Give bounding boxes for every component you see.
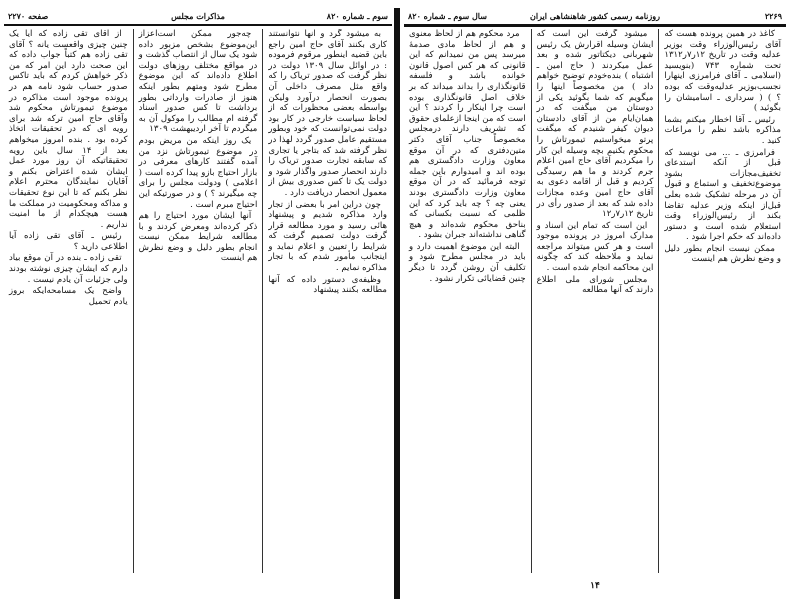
header-page-label: صفحه ۲۲۷۰ bbox=[8, 11, 49, 21]
right-page-header bbox=[404, 10, 786, 24]
text-column bbox=[133, 29, 263, 573]
paragraph: فرامرزی ـ ... می نویسد که قبل از آنکه استدعای تخفیف‌مجازات بشود موضوع‌تخفیف و استماع و قبول آن در مرحله تشکیک شده بعلی قبل‌از اینکه وزیر عدلیه تقاضا بکند از رئیس‌الوزراء وقت استعلام شده است و دستور داده‌اند که حکم اجرا شود . bbox=[664, 147, 781, 243]
paragraph: واضح یک مسامحه‌ایکه بروز یادم تحمیل bbox=[8, 286, 128, 307]
right-page bbox=[400, 0, 790, 599]
paragraph: آنها ایشان مورد احتیاج را هم ذکر کرده‌اند ومعرض کردند و با مطالعه شرایط ممکن نیست انجام بطور دلیل و وضع نظرش هم اینست bbox=[138, 211, 258, 264]
paragraph: رئیس ـ آقای تقی زاده آیا اطلاعی دارید ؟ bbox=[8, 231, 128, 252]
paragraph: میشود گرفت این است که ایشان وسیله اقرارش یک رئیس شهربانی دیکتاتور شده و بعد عمل میکردند ( حاج امین ـ اشتباه ) بنده‌خودم توضیح خواهم داد ) من مخصوصاً اینها را میگویم که شما بگوئید یکی از دوستان من میگفت که در همان‌ایام من از آقای دادستان دیوان کیفر شنیدم که میگفت پرتو میخواستیم تیمورتاش را محکوم بکنیم بچه وسیله این کار را میکردیم آقای حاج امین اعلام جرم کردند و ما هم رسیدگی کردیم و قبل از اقامه دعوی به آقای حاج امین وعده مجازات داده شد که بعد از صدور رأی در تاریخ ۱۲ر۷ر۱۲ bbox=[536, 29, 654, 220]
left-page-columns bbox=[4, 29, 392, 573]
paragraph: به میشود گرد و آنها نتوانستند کاری بکنند آقای حاج امین راجع باین قضیه اینطور مرقوم فرموده : در اوائل سال ۱۳۰۹ دولت در نظر گرفت که صدور تریاک را که واقع مثل مصرف داخلی آن بصورت انحصار درآورد ولیکن بواسطه بعضی محظورات که از لحاظ سیاست خارجی در کار بود دولت نمی‌توانست که خود وبطور مستقیم عامل صدور گردد لهذا در نظر گرفته شد که بتاجر یا تجاری که سابقه تجارت صدور تریاک را دارند انحصار صدور واگذار شود و دولت یک تا کس صدوری بیش از معمول انحصار دریافت دارد . bbox=[268, 29, 388, 198]
paragraph: رئیس ـ آقا اخطار میکنم بشما مذاکره باشد نظم را مراعات کنید . bbox=[664, 114, 781, 146]
paragraph: ممکن نیست انجام بطور دلیل و وضع نظرش هم اینست bbox=[664, 243, 781, 265]
page-number: ۱۴ bbox=[590, 581, 600, 591]
header-rule bbox=[404, 24, 786, 27]
header-section: مذاکرات مجلس bbox=[171, 11, 225, 21]
header-title: روزنامه رسمی کشور شاهنشاهی ایران bbox=[530, 11, 660, 21]
paragraph: این است که تمام این اسناد و مدارک امروز در پرونده موجود است و هر کس میتواند مراجعه نماید و ملاحظه کند که چگونه این محاکمه انجام شده است . bbox=[536, 220, 654, 274]
text-column bbox=[531, 29, 659, 573]
paragraph: از آقای تقی زاده که آیا یک چنین چیزی واقعست یانه ؟ آقای تقی زاده هم کتباً جواب داده که این صحت دارد این امر که من ذکر خواهش کردم که باید تاکس صدور حساب شود نامه هم در پرونده موجود است مذاکره در موضوع تیمورتاش محکوم شد وآقای حاج امین ترکه شد برای رویه ای که در تحقیقات اتخاذ کرده بود . بنده امروز میخواهم بعد از ۱۴ سال باین رویه تحقیقاتیکه آن روز مورد عمل ایشان شده اعتراض بکنم و آقایان نمایندگان محترم اعلام نظر بکنم که تا این نوع تحقیقات و مداکه ومحکومیت در مملکت ما هست هیچکدام از ما امنیت نداریم . bbox=[8, 29, 128, 230]
paragraph: یک روز اینکه من مریض بودم در موضوع تیمورتاش نزد من آمده گفتند کارهای معرفی در بازار احتیاج بازو پیدا کرده است ( اعلامی ) ودولت مجلس را برای چه میگیرند ؟ ) و در صورتیکه این احتیاج مبرم است . bbox=[138, 135, 258, 210]
paragraph: البته این موضوع اهمیت دارد و باید در مجلس مطرح شود و تکلیف آن روشن گردد تا دیگر چنین قضایائی تکرار نشود . bbox=[408, 241, 526, 284]
text-column bbox=[262, 29, 392, 573]
paragraph: مجلس شورای ملی اطلاع دارند که آنها مطالعه bbox=[536, 274, 654, 296]
left-page-header bbox=[4, 10, 392, 24]
header-issue: سال سوم ـ شماره ۸۲۰ bbox=[408, 11, 487, 21]
header-issue: سوم ـ شماره ۸۲۰ bbox=[326, 11, 388, 21]
header-rule bbox=[4, 24, 392, 26]
header-page-label: ۲۲۶۹ bbox=[764, 11, 782, 21]
text-column bbox=[404, 29, 531, 573]
paragraph: چه‌جور ممکن است‌اعزاز این‌موضوع بشخص مزبور داده شود یک سال از انتصاب گذشت و در مواقع مختلف روزهای دولت اطلاع داده‌اند که این موضوع مطرح شود ومتهم بطور اینکه هنوز از صادرات وارداتی بطور برداشت تا کس صدور اسناد گرفته ام مطالب را موکول آن به میگردم تا آخر اردیبهشت ۱۳۰۹ bbox=[138, 29, 258, 135]
text-column bbox=[658, 29, 786, 573]
right-page-columns bbox=[404, 29, 786, 573]
paragraph: چون دراین امر با بعضی از تجار وارد مذاکره شدیم و پیشنهاد هائی رسید و مورد مطالعه قرار گرفت دولت تصمیم گرفت که شرایط را تعیین و اعلام نماید و اینجانب مأمور شدم که با تجار مذاکره نمایم . bbox=[268, 199, 387, 274]
paragraph: مرد محکوم هم از لحاظ معنوی و هم از لحاظ مادی صدمهٔ میرسد پس من نمیدانم که این قانونی که هر کس اصول قانون خوانده باشد و فلسفه قانونگذاری را بداند میداند که بر خلاف اصل قانونگذاری بوده است چرا اینکار را کردند ؟ این است که من اینجا ازعلمای حقوق که تشریف دارند درمجلس مخصوصاً جناب آقای دکتر متین‌دفتری که در آن موقع معاون وزارت دادگستری هم بوده اند و امیدوارم باین جمله توجه فرمائید که در آن موقع معاون وزارت دادگستری بودند یعنی چه ؟ چه باید کرد که این ظلمی که نسبت بکسانی که بناحق محکوم شده‌اند و هیچ گناهی نداشته‌اند جبران بشود . bbox=[408, 29, 526, 241]
text-column bbox=[4, 29, 133, 573]
paragraph: کاغذ در همین پرونده هست که آقای رئیس‌الوزراء وقت بوزیر عدلیه وقت در تاریخ ۱۲ر۷ر۱۳۱۲ تحت شماره ۷۴۳ (بنویسید (اسلامی ـ آقای فرامرزی اینهارا نجسب‌بوزیر عدلیه‌وقت که بوده ؟ ) ( سرداری ـ اسامیشان را بگوئید ) bbox=[664, 29, 782, 114]
paragraph: وظیفه‌ی دستور داده که آنها مطالعه بکنند پیشنهاد bbox=[268, 274, 387, 296]
paragraph: تقی زاده ـ بنده در آن موقع بیاد دارم که ایشان چیزی نوشته بودند ولی جزئیات آن یادم نیست . bbox=[8, 253, 128, 285]
